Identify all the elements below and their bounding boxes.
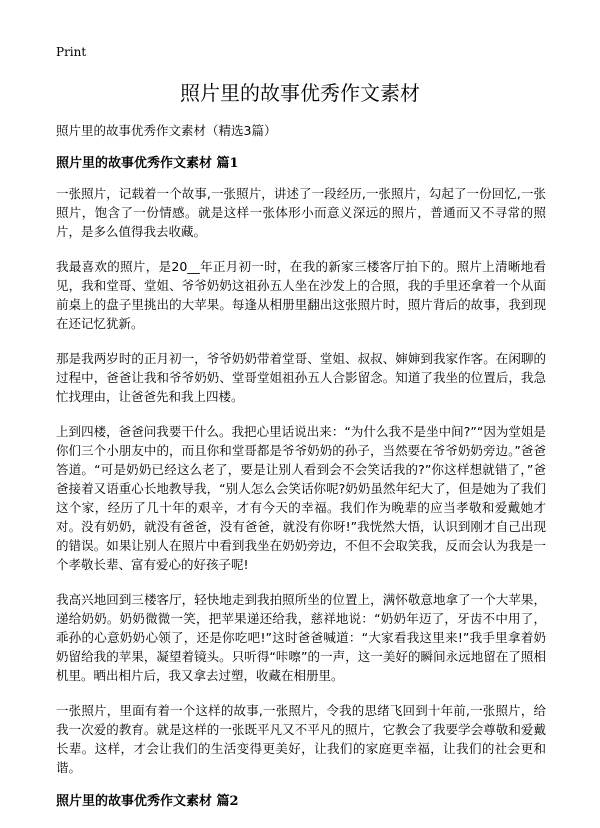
section-2-heading: 照片里的故事优秀作文素材 篇2 <box>56 794 239 809</box>
section-1-paragraph-6: 一张照片，里面有着一个这样的故事,一张照片，令我的思绪飞回到十年前,一张照片，给我一次爱的教育。就是这样的一张既平凡又不平凡的照片，它教会了我要学会尊敬和爱戴长辈。这样，才会让我们的生活变得更美好，让我们的家庭更幸福，让我们的社会更和谐。 <box>56 703 546 775</box>
section-1-paragraph-2: 我最喜欢的照片，是20__年正月初一时，在我的新家三楼客厅拍下的。照片上清晰地看见，我和堂哥、堂姐、爷爷奶奶这祖孙五人坐在沙发上的合照，我的手里还拿着一个从面前桌上的盘子里挑出的大苹果。每逢从相册里翻出这张照片时，照片背后的故事，我到现在还记忆犹新。 <box>56 259 546 331</box>
print-label: Print <box>56 45 87 59</box>
document-content <box>56 122 546 822</box>
section-1-paragraph-3: 那是我两岁时的正月初一，爷爷奶奶带着堂哥、堂姐、叔叔、婶婶到我家作客。在闲聊的过程中，爸爸让我和爷爷奶奶、堂哥堂姐祖孙五人合影留念。知道了我坐的位置后，我急忙找理由，让爸爸先和我上四楼。 <box>56 351 546 404</box>
section-1-paragraph-1: 一张照片，记载着一个故事,一张照片，讲述了一段经历,一张照片，勾起了一份回忆,一张照片，饱含了一份情感。就是这样一张体形小而意义深远的照片，普通而又不寻常的照片，是多么值得我去收藏。 <box>56 186 546 239</box>
document-subtitle: 照片里的故事优秀作文素材（精选3篇） <box>56 123 277 138</box>
section-1-heading: 照片里的故事优秀作文素材 篇1 <box>56 156 239 171</box>
section-1-paragraph-5: 我高兴地回到三楼客厅，轻快地走到我拍照所坐的位置上，满怀敬意地拿了一个大苹果，递给奶奶。奶奶微微一笑，把苹果递还给我，慈祥地说：“奶奶年迈了，牙齿不中用了，乖孙的心意奶奶心领了，还是你吃吧!”这时爸爸喊道：“大家看我这里来!”我手里拿着奶奶留给我的苹果，凝望着镜头。只听得“咔嚓”的一声，这一美好的瞬间永远地留在了照相机里。晒出相片后，我又拿去过塑，收藏在相册里。 <box>56 592 546 683</box>
section-1-paragraph-4: 上到四楼，爸爸问我要干什么。我把心里话说出来：“为什么我不是坐中间?”“因为堂姐是你们三个小朋友中的，而且你和堂哥都是爷爷奶奶的孙子，当然要在爷爷奶奶旁边。”爸爸答道。“可是奶奶已经这么老了，要是让别人看到会不会笑话我的?”你这样想就错了，”爸爸接着又语重心长地教导我，“别人怎么会笑话你呢?奶奶虽然年纪大了，但是她为了我们这个家，经历了几十年的艰辛，才有今天的幸福。我们作为晚辈的应当孝敬和爱戴她才对。没有奶奶，就没有爸爸，没有爸爸，就没有你呀!”我恍然大悟，认识到刚才自己出现的错误。如果让别人在照片中看到我坐在奶奶旁边，不但不会取笑我，反而会认为我是一个孝敬长辈、富有爱心的好孩子呢! <box>56 424 546 572</box>
document-title: 照片里的故事优秀作文素材 <box>180 81 420 105</box>
